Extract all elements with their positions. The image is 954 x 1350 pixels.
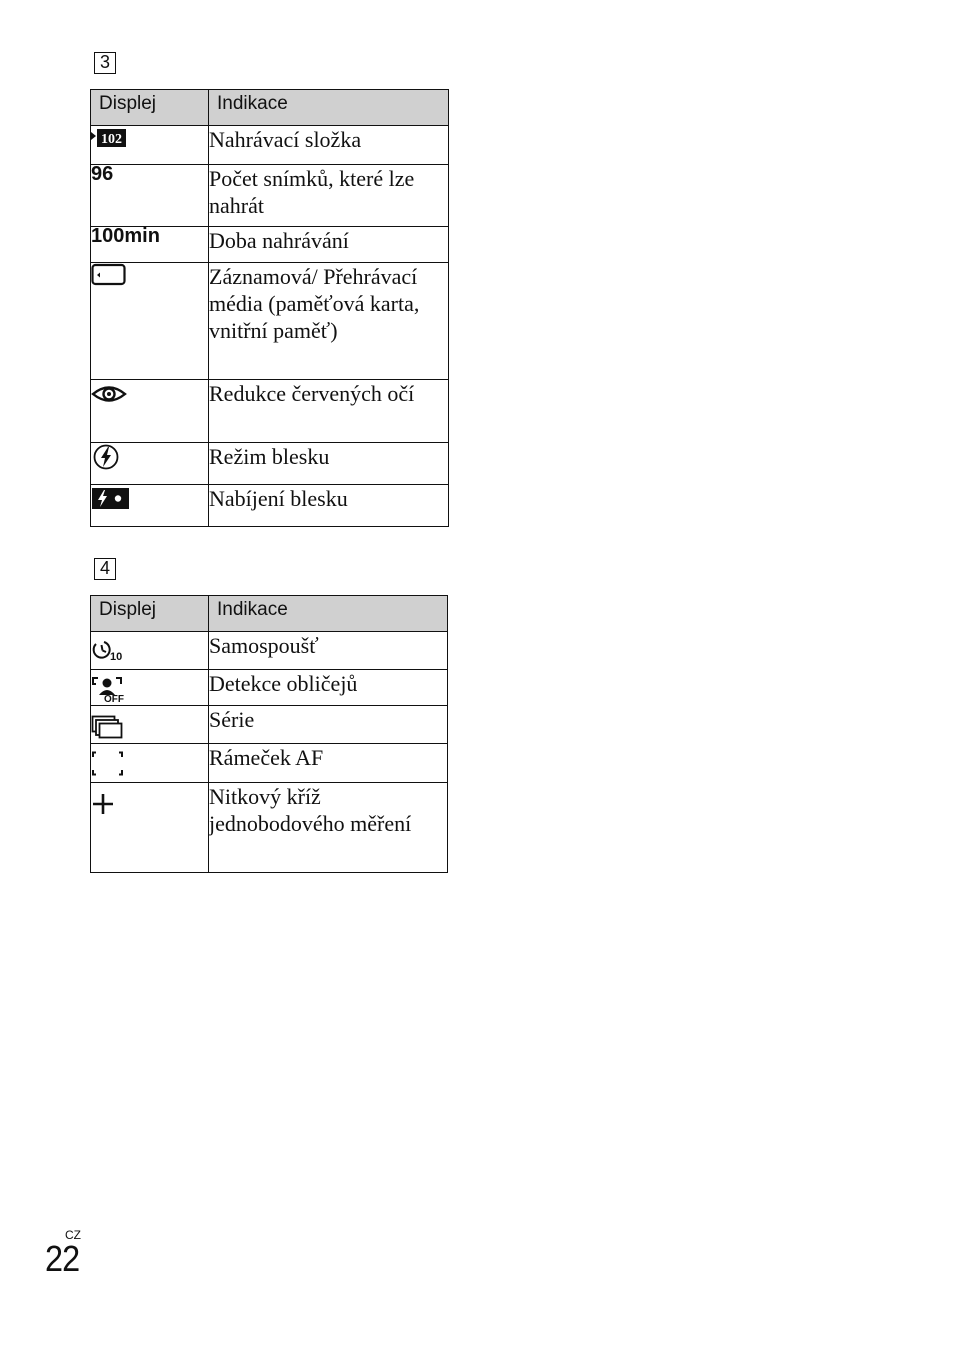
red-eye-reduction-icon <box>91 380 131 408</box>
table-header-row <box>91 90 449 126</box>
display-cell <box>91 227 209 263</box>
section-number-3: 3 <box>94 52 116 74</box>
svg-text:102: 102 <box>101 132 122 147</box>
indicator-table-4 <box>90 595 448 873</box>
indication-cell: Redukce červených očí <box>209 380 449 443</box>
flash-mode-icon <box>91 443 121 471</box>
indication-cell: Nitkový kříž jednobodového měření <box>209 783 448 873</box>
face-detection-off-icon <box>91 675 133 703</box>
indication-cell: Záznamová/ Přehrávací média (paměťová karta, vnitřní paměť) <box>209 263 449 380</box>
display-cell <box>91 126 209 165</box>
indication-cell: Doba nahrávání <box>209 227 449 263</box>
indication-cell: Samospoušť <box>209 632 448 670</box>
table-row <box>91 632 448 670</box>
display-cell <box>91 670 209 706</box>
header-indication: Indikace <box>209 90 449 126</box>
table-header-row <box>91 596 448 632</box>
table-row <box>91 165 449 227</box>
display-cell <box>91 632 209 670</box>
table-row <box>91 443 449 485</box>
indication-cell: Detekce obličejů <box>209 670 448 706</box>
spot-metering-crosshair-icon <box>91 792 121 818</box>
display-cell <box>91 165 209 227</box>
header-display: Displej <box>91 90 209 126</box>
af-frame-icon <box>91 751 127 777</box>
page-language-code: CZ <box>65 1228 81 1242</box>
table-row <box>91 706 448 744</box>
indication-cell: Počet snímků, které lze nahrát <box>209 165 449 227</box>
table-row <box>91 744 448 783</box>
header-display: Displej <box>91 596 209 632</box>
memory-card-icon <box>91 263 127 287</box>
table-row <box>91 380 449 443</box>
table-row <box>91 126 449 165</box>
display-text: 100min <box>91 225 160 247</box>
header-indication: Indikace <box>209 596 448 632</box>
display-text: 96 <box>91 163 114 185</box>
page-number: 22 <box>45 1238 80 1279</box>
display-cell <box>91 443 209 485</box>
svg-text:OFF: OFF <box>104 694 124 703</box>
display-cell <box>91 706 209 744</box>
recording-folder-icon <box>91 126 127 148</box>
display-cell <box>91 783 209 873</box>
indicator-table-3 <box>90 89 449 527</box>
table-row <box>91 783 448 873</box>
burst-icon <box>91 715 125 739</box>
display-cell <box>91 263 209 380</box>
svg-text:10: 10 <box>110 651 123 663</box>
indication-cell: Nabíjení blesku <box>209 485 449 527</box>
indication-cell: Série <box>209 706 448 744</box>
table-row <box>91 263 449 380</box>
indication-cell: Rámeček AF <box>209 744 448 783</box>
indication-cell: Režim blesku <box>209 443 449 485</box>
self-timer-icon <box>91 638 131 664</box>
display-cell <box>91 744 209 783</box>
table-row <box>91 485 449 527</box>
table-row <box>91 670 448 706</box>
flash-charging-icon <box>91 485 131 511</box>
display-cell <box>91 380 209 443</box>
display-cell <box>91 485 209 527</box>
section-number-4: 4 <box>94 558 116 580</box>
indication-cell: Nahrávací složka <box>209 126 449 165</box>
table-row <box>91 227 449 263</box>
